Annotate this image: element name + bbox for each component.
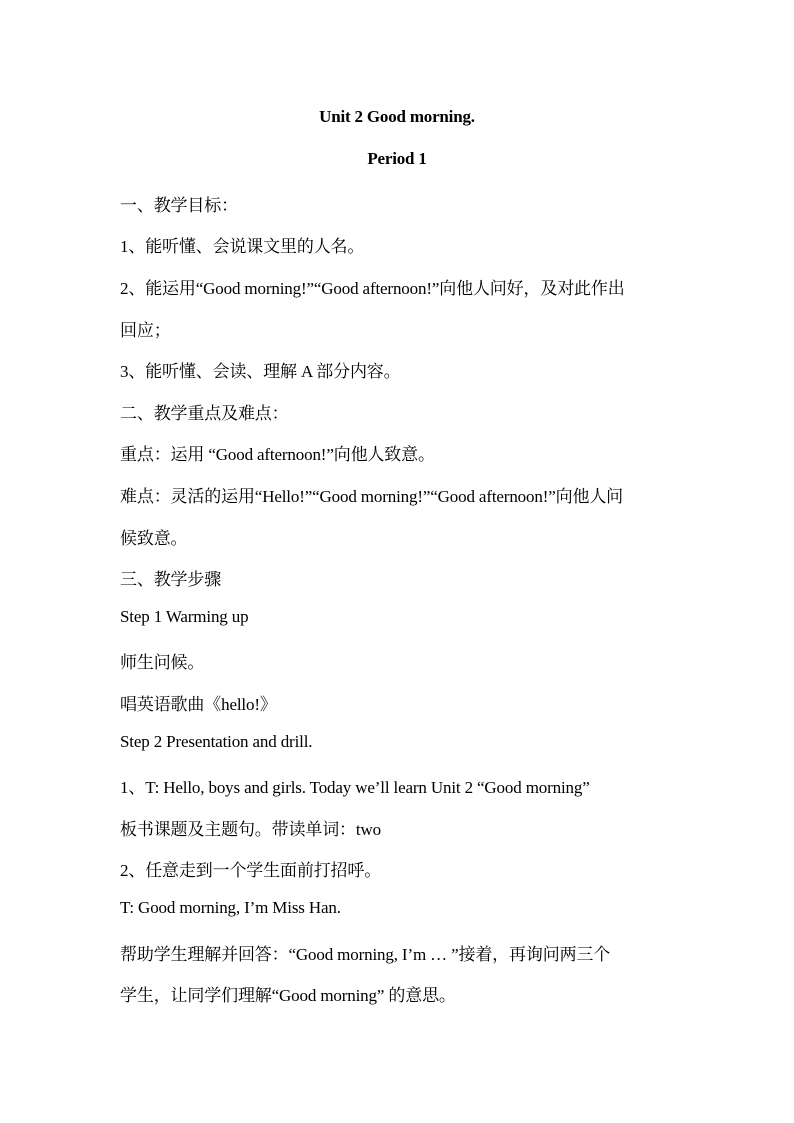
difficulty-line: 难点：灵活的运用“Hello!”“Good morning!”“Good afternoon!”向他人问 bbox=[120, 487, 624, 506]
objective-line-2: 2、能运用“Good morning!”“Good afternoon!”向他人问好，及对此作出 bbox=[120, 279, 625, 298]
section-heading-steps: 三、教学步骤 bbox=[120, 570, 222, 589]
step-2-line-5: 帮助学生理解并回答：“Good morning, I’m … ”接着，再询问两三个 bbox=[120, 945, 611, 964]
section-heading-objectives: 一、教学目标： bbox=[120, 196, 238, 215]
difficulty-line-cont: 候致意。 bbox=[120, 529, 188, 548]
objective-line-1: 1、能听懂、会说课文里的人名。 bbox=[120, 237, 365, 256]
step-1-heading: Step 1 Warming up bbox=[120, 607, 249, 626]
step-2-line-4: T: Good morning, I’m Miss Han. bbox=[120, 898, 341, 917]
document-title: Unit 2 Good morning. bbox=[319, 107, 475, 126]
key-point-line: 重点：运用 “Good afternoon!”向他人致意。 bbox=[120, 445, 435, 464]
step-2-line-2: 板书课题及主题句。带读单词：two bbox=[120, 820, 381, 839]
step-1-line-1: 师生问候。 bbox=[120, 653, 205, 672]
step-2-line-6: 学生，让同学们理解“Good morning” 的意思。 bbox=[120, 986, 456, 1005]
objective-line-3: 3、能听懂、会读、理解 A 部分内容。 bbox=[120, 362, 401, 381]
step-1-line-2: 唱英语歌曲《hello!》 bbox=[120, 695, 277, 714]
step-2-heading: Step 2 Presentation and drill. bbox=[120, 732, 313, 751]
document-subtitle: Period 1 bbox=[367, 149, 427, 168]
section-heading-key-points: 二、教学重点及难点： bbox=[120, 404, 289, 423]
objective-line-2-cont: 回应； bbox=[120, 321, 171, 340]
step-2-line-3: 2、任意走到一个学生面前打招呼。 bbox=[120, 861, 382, 880]
step-2-line-1: 1、T: Hello, boys and girls. Today we’ll learn Unit 2 “Good morning” bbox=[120, 778, 590, 797]
